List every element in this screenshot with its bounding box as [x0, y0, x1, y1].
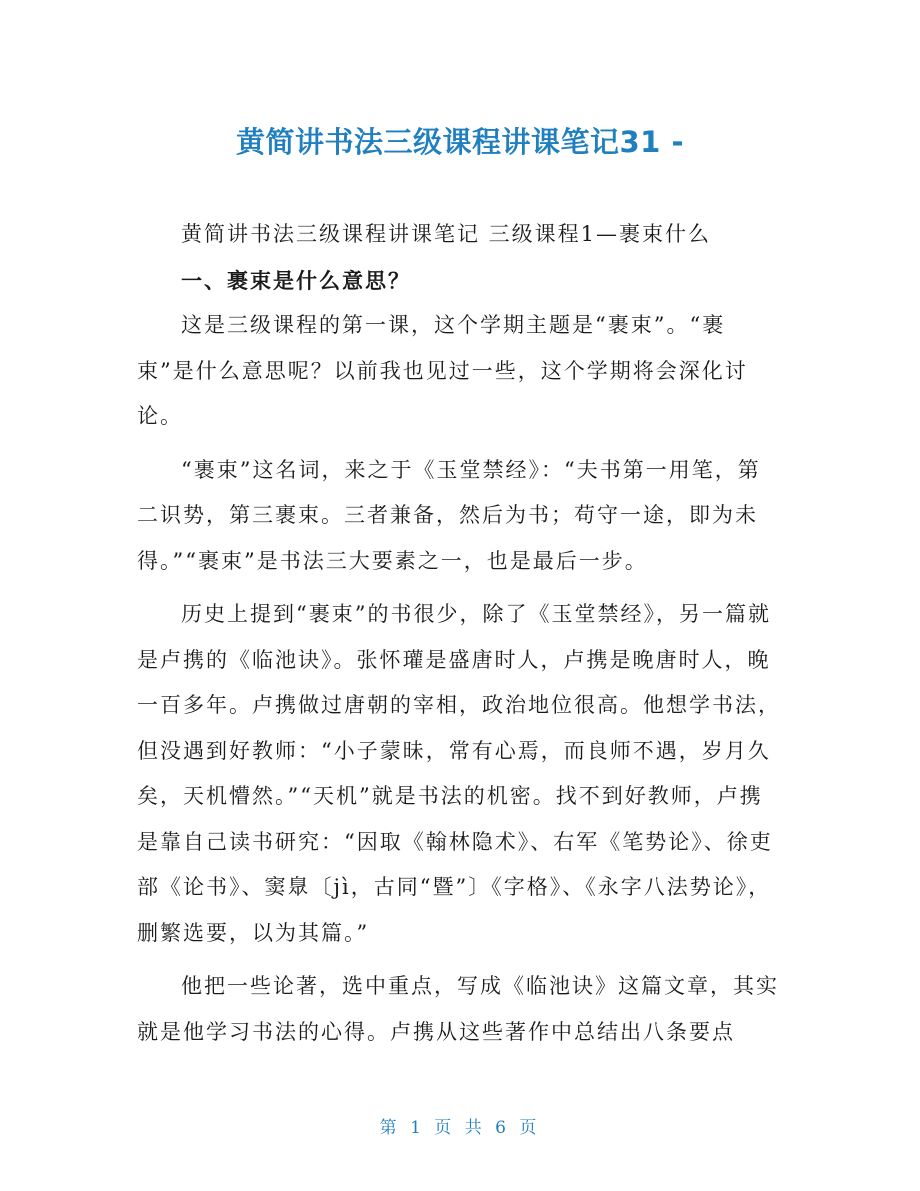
document-body: [137, 212, 783, 1055]
paragraph: 他把一些论著，选中重点，写成《临池诀》这篇文章，其实就是他学习书法的心得。卢携从这些著作中总结出八条要点: [137, 974, 779, 1044]
paragraph: 这是三级课程的第一课，这个学期主题是“裹束”。“裹束”是什么意思呢？以前我也见过一些，这个学期将会深化讨论。: [137, 313, 748, 428]
document-title: 黄简讲书法三级课程讲课笔记31 -: [236, 125, 684, 159]
page-number: 第 1 页 共 6 页: [379, 1118, 541, 1138]
paragraph: 历史上提到“裹束”的书很少，除了《玉堂禁经》，另一篇就是卢携的《临池诀》。张怀瓘是盛唐时人，卢携是晚唐时人，晚一百多年。卢携做过唐朝的宰相，政治地位很高。他想学书法，但没遇到好教师：“小子蒙昧，常有心焉，而良师不遇，岁月久矣，天机懵然。”“天机”就是书法的机密。找不到好教师，卢携是靠自己读书研究：“因取《翰林隐术》、右军《笔势论》、徐吏部《论书》、窦臮〔jì，古同“暨”〕《字格》、《永字八法势论》，删繁选要，以为其篇。”: [137, 602, 781, 945]
paragraph-subtitle: 黄简讲书法三级课程讲课笔记 三级课程1—裹束什么: [181, 222, 712, 246]
section-heading: 一、裹束是什么意思？: [181, 267, 411, 293]
paragraph: “裹束”这名词，来之于《玉堂禁经》：“夫书第一用笔，第二识势，第三裹束。三者兼备，然后为书；苟守一途，即为未得。”“裹束”是书法三大要素之一，也是最后一步。: [137, 457, 761, 573]
